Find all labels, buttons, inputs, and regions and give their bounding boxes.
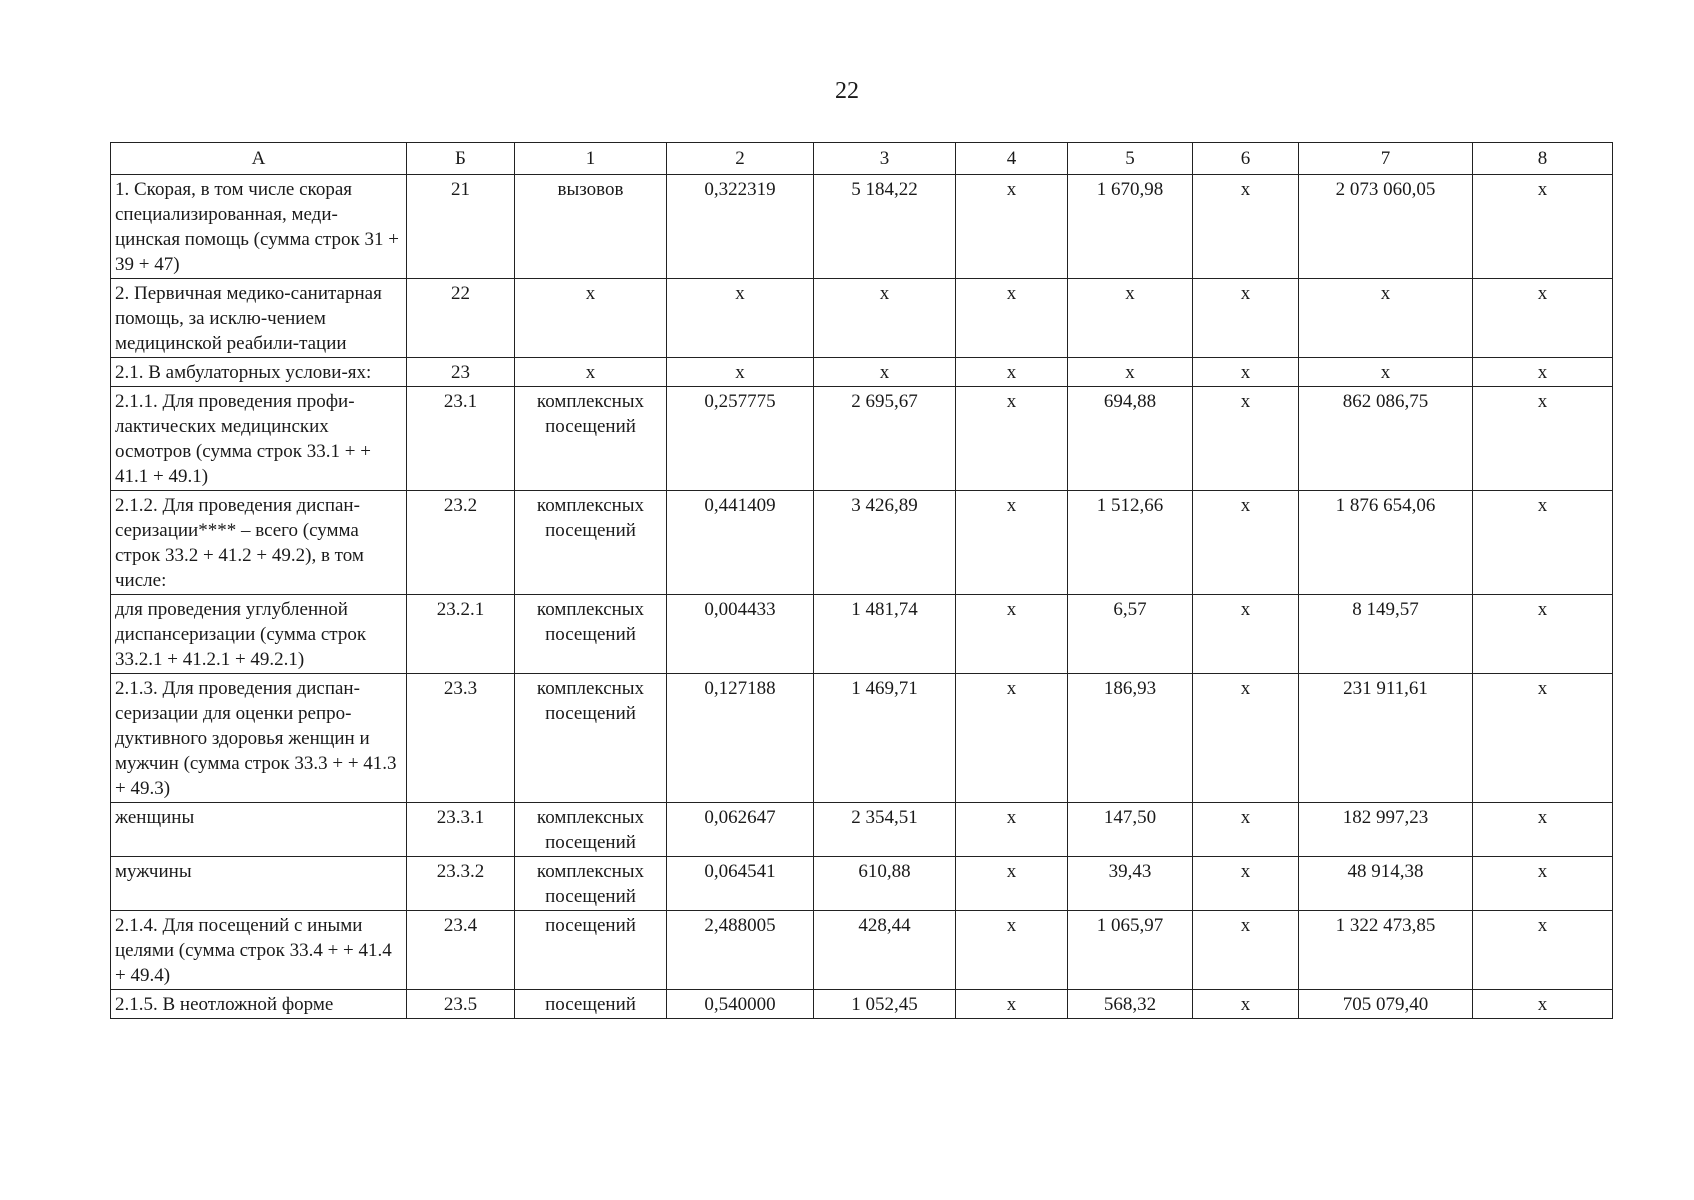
table-cell: 0,004433 (667, 595, 814, 674)
table-row (111, 803, 1613, 857)
table-cell: х (1473, 358, 1613, 387)
table-cell: 2.1.3. Для проведения диспан-серизации для оценки репро-дуктивного здоровья женщин и мужчин (сумма строк 33.3 + + 41.3 + 49.3) (111, 674, 407, 803)
table-cell: х (1473, 279, 1613, 358)
table-row (111, 674, 1613, 803)
table-cell: женщины (111, 803, 407, 857)
table-cell: х (956, 175, 1068, 279)
table-cell: 0,322319 (667, 175, 814, 279)
table-cell: 2.1.2. Для проведения диспан-серизации**** – всего (сумма строк 33.2 + 41.2 + 49.2), в том числе: (111, 491, 407, 595)
table-cell: 6,57 (1068, 595, 1193, 674)
table-cell: х (1299, 358, 1473, 387)
table-cell: х (1193, 358, 1299, 387)
table-cell: комплексных посещений (515, 387, 667, 491)
table-cell: 2. Первичная медико-санитарная помощь, за исклю-чением медицинской реабили-тации (111, 279, 407, 358)
table-cell: 1 670,98 (1068, 175, 1193, 279)
table-cell: х (1473, 803, 1613, 857)
table-cell: х (1193, 674, 1299, 803)
table-cell: 186,93 (1068, 674, 1193, 803)
header-row (111, 143, 1613, 175)
table-cell: 1 052,45 (814, 990, 956, 1019)
table-cell: 23.3 (407, 674, 515, 803)
table-cell: 0,064541 (667, 857, 814, 911)
table-row (111, 387, 1613, 491)
table-cell: х (1193, 387, 1299, 491)
table-cell: х (956, 491, 1068, 595)
table-cell: 231 911,61 (1299, 674, 1473, 803)
column-header-0: А (111, 143, 407, 175)
table-cell: комплексных посещений (515, 595, 667, 674)
table-cell: х (956, 674, 1068, 803)
table-cell: х (956, 857, 1068, 911)
table-cell: х (1473, 674, 1613, 803)
table-cell: х (956, 595, 1068, 674)
table-cell: 147,50 (1068, 803, 1193, 857)
table-cell: 23.2 (407, 491, 515, 595)
table-cell: х (1473, 491, 1613, 595)
table-cell: 23.4 (407, 911, 515, 990)
table-row (111, 990, 1613, 1019)
column-header-4: 3 (814, 143, 956, 175)
table-cell: комплексных посещений (515, 491, 667, 595)
table-cell: посещений (515, 990, 667, 1019)
table-row (111, 358, 1613, 387)
table-cell: х (814, 279, 956, 358)
column-header-9: 8 (1473, 143, 1613, 175)
table-cell: 2 073 060,05 (1299, 175, 1473, 279)
column-header-1: Б (407, 143, 515, 175)
table-cell: 568,32 (1068, 990, 1193, 1019)
table-row (111, 491, 1613, 595)
table-cell: 0,062647 (667, 803, 814, 857)
table-cell: х (1473, 911, 1613, 990)
table-cell: 1 065,97 (1068, 911, 1193, 990)
table-cell: посещений (515, 911, 667, 990)
table-cell: 23.2.1 (407, 595, 515, 674)
table-cell: х (515, 279, 667, 358)
table-cell: х (667, 279, 814, 358)
table-cell: 2.1.4. Для посещений с иными целями (сумма строк 33.4 + + 41.4 + 49.4) (111, 911, 407, 990)
table-row (111, 911, 1613, 990)
table-cell: 0,441409 (667, 491, 814, 595)
table-cell: 2 354,51 (814, 803, 956, 857)
table-cell: 694,88 (1068, 387, 1193, 491)
table-cell: 428,44 (814, 911, 956, 990)
table-cell: мужчины (111, 857, 407, 911)
column-header-6: 5 (1068, 143, 1193, 175)
column-header-3: 2 (667, 143, 814, 175)
table-cell: 2.1. В амбулаторных услови-ях: (111, 358, 407, 387)
table-cell: 2.1.1. Для проведения профи-лактических медицинских осмотров (сумма строк 33.1 + + 41.1 + 49.1) (111, 387, 407, 491)
table-cell: 1. Скорая, в том числе скорая специализированная, меди-цинская помощь (сумма строк 31 + 39 + 47) (111, 175, 407, 279)
table-cell: 2.1.5. В неотложной форме (111, 990, 407, 1019)
table-cell: 23.3.2 (407, 857, 515, 911)
table-cell: х (1193, 803, 1299, 857)
table-cell: 5 184,22 (814, 175, 956, 279)
table-cell: х (1299, 279, 1473, 358)
table-cell: х (956, 358, 1068, 387)
table-cell: х (1473, 990, 1613, 1019)
table-row (111, 279, 1613, 358)
table-cell: 23.3.1 (407, 803, 515, 857)
table-cell: х (515, 358, 667, 387)
table-cell: комплексных посещений (515, 803, 667, 857)
table-cell: 8 149,57 (1299, 595, 1473, 674)
table-cell: 1 322 473,85 (1299, 911, 1473, 990)
table-cell: 21 (407, 175, 515, 279)
table-cell: 0,540000 (667, 990, 814, 1019)
table-cell: х (1193, 990, 1299, 1019)
table-cell: 610,88 (814, 857, 956, 911)
table-cell: х (1068, 279, 1193, 358)
table-cell: 2,488005 (667, 911, 814, 990)
table-cell: х (956, 387, 1068, 491)
table-cell: х (1193, 175, 1299, 279)
table-cell: х (1473, 857, 1613, 911)
table-cell: 22 (407, 279, 515, 358)
table-cell: х (956, 279, 1068, 358)
table-cell: х (956, 911, 1068, 990)
table-cell: 23.5 (407, 990, 515, 1019)
table-row (111, 175, 1613, 279)
table-cell: комплексных посещений (515, 674, 667, 803)
table-cell: 705 079,40 (1299, 990, 1473, 1019)
table-cell: х (1193, 595, 1299, 674)
table-cell: 862 086,75 (1299, 387, 1473, 491)
column-header-5: 4 (956, 143, 1068, 175)
table-cell: х (1193, 857, 1299, 911)
table-cell: х (1193, 911, 1299, 990)
table-cell: 0,127188 (667, 674, 814, 803)
table-cell: 0,257775 (667, 387, 814, 491)
table-cell: х (1193, 491, 1299, 595)
table-row (111, 595, 1613, 674)
table-cell: х (1193, 279, 1299, 358)
table-cell: 1 512,66 (1068, 491, 1193, 595)
table-cell: х (1473, 387, 1613, 491)
table-cell: вызовов (515, 175, 667, 279)
table-cell: 48 914,38 (1299, 857, 1473, 911)
table-cell: комплексных посещений (515, 857, 667, 911)
table-cell: 1 481,74 (814, 595, 956, 674)
table-cell: 182 997,23 (1299, 803, 1473, 857)
table-cell: 1 469,71 (814, 674, 956, 803)
column-header-2: 1 (515, 143, 667, 175)
table-body (111, 175, 1613, 1019)
table-cell: 2 695,67 (814, 387, 956, 491)
table-cell: х (1473, 175, 1613, 279)
page-number: 22 (835, 78, 859, 104)
table-cell: 1 876 654,06 (1299, 491, 1473, 595)
table-cell: 3 426,89 (814, 491, 956, 595)
table-cell: х (814, 358, 956, 387)
table-cell: х (1473, 595, 1613, 674)
table-cell: 39,43 (1068, 857, 1193, 911)
table-cell: 23.1 (407, 387, 515, 491)
table-cell: х (956, 803, 1068, 857)
table-cell: х (1068, 358, 1193, 387)
table-cell: 23 (407, 358, 515, 387)
data-table (110, 142, 1613, 1019)
column-header-7: 6 (1193, 143, 1299, 175)
table-cell: х (956, 990, 1068, 1019)
table-cell: х (667, 358, 814, 387)
table-row (111, 857, 1613, 911)
column-header-8: 7 (1299, 143, 1473, 175)
table-cell: для проведения углубленной диспансеризации (сумма строк 33.2.1 + 41.2.1 + 49.2.1) (111, 595, 407, 674)
